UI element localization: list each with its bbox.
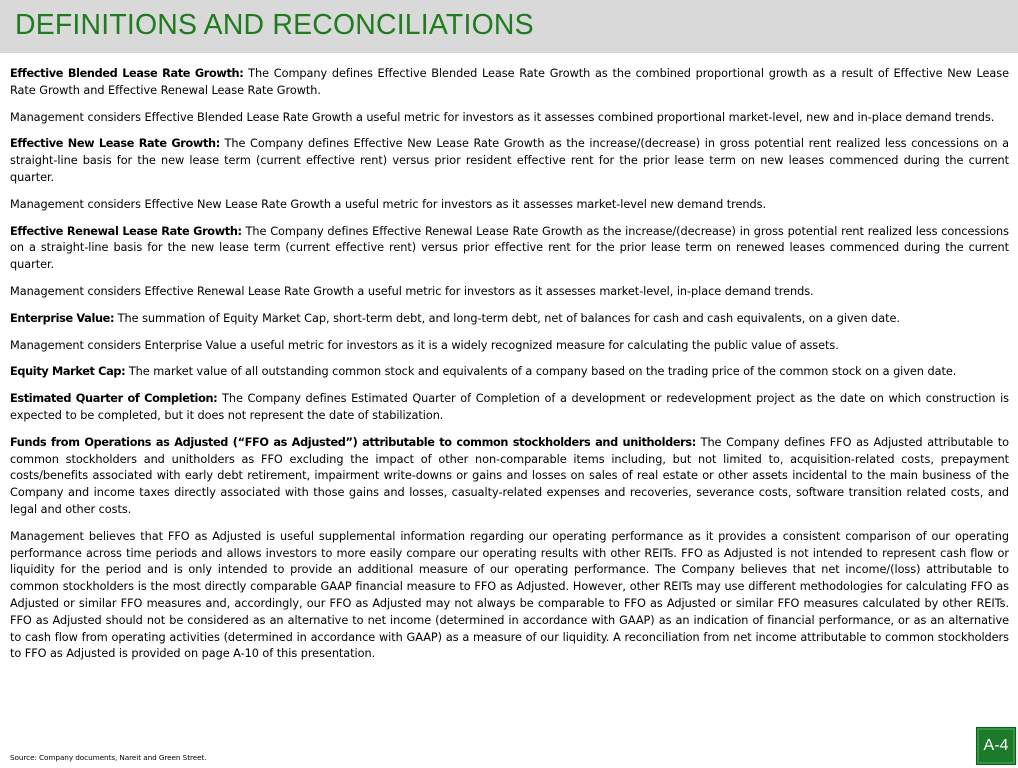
definition-text: Management considers Effective New Lease Rate Growth a useful metric for investors as it assesses market-level new demand trends. [10,197,767,211]
definition-text: The market value of all outstanding common stock and equivalents of a company based on the trading price of the common stock on a given date. [125,365,957,379]
definition-paragraph [10,311,1009,328]
page-number-badge: A-4 [976,727,1016,765]
page-title: DEFINITIONS AND RECONCILIATIONS [15,9,534,41]
definition-paragraph [10,435,1009,519]
definition-term: Effective Blended Lease Rate Growth: [10,67,244,80]
definition-paragraph [10,284,1009,301]
definition-text: Management believes that FFO as Adjusted is useful supplemental information regarding our operating performance as it provides a consistent comparison of our operating performance across time periods and allows investors to more easily compare our operating results with other REITs. FFO as Adjusted is not intended to represent cash flow or liquidity for the period and is only intended to provide an additional measure of our operating performance. The Company believes that net income/(loss) attributable to common stockholders is the most directly comparable GAAP financial measure to FFO as Adjusted. However, other REITs may use different methodologies for calculating FFO as Adjusted or similar FFO measures and, accordingly, our FFO as Adjusted may not always be comparable to FFO as Adjusted or similar FFO measures calculated by other REITs. FFO as Adjusted should not be considered as an alternative to net income (determined in accordance with GAAP) as an indication of financial performance, or as an alternative to cash flow from operating activities (determined in accordance with GAAP) as a measure of our liquidity. A reconciliation from net income attributable to common stockholders to FFO as Adjusted is provided on page A-10 of this presentation. [10,529,1009,661]
definition-text: Management considers Effective Blended Lease Rate Growth a useful metric for investors as it assesses combined proportional market-level, new and in-place demand trends. [10,110,995,124]
definition-paragraph [10,110,1009,127]
header-bar [0,0,1018,53]
definition-text: Management considers Effective Renewal Lease Rate Growth a useful metric for investors as it assesses market-level, in-place demand trends. [10,284,814,298]
definition-paragraph [10,66,1009,100]
definition-paragraph [10,224,1009,274]
definition-term: Enterprise Value: [10,311,115,325]
definition-text: The Company defines Effective Renewal Lease Rate Growth as the increase/(decrease) in gross potential rent realized less concessions on a straight-line basis for the new lease term (current effective rent) versus prior effective rent for the prior lease term on renewed leases commenced during the current quarter. [10,224,1009,272]
definition-text: The Company defines Effective Blended Lease Rate Growth as the combined proportional growth as a result of Effective New Lease Rate Growth and Effective Renewal Lease Rate Growth. [10,67,1009,97]
definition-text: Management considers Enterprise Value a useful metric for investors as it is a widely recognized measure for calculating the public value of assets. [10,338,839,352]
definitions-body [10,66,1009,673]
definition-paragraph [10,364,1009,381]
definition-term: Effective New Lease Rate Growth: [10,137,220,151]
definition-text: The summation of Equity Market Cap, short-term debt, and long-term debt, net of balances for cash and cash equivalents, on a given date. [114,311,900,325]
definition-paragraph [10,338,1009,355]
definition-paragraph [10,197,1009,214]
definition-paragraph [10,136,1009,186]
definition-text: The Company defines Estimated Quarter of Completion of a development or redevelopment project as the date on which construction is expected to be completed, but it does not represent the date of stabilization. [10,392,1010,422]
source-note: Source: Company documents, Nareit and Green Street. [10,753,207,762]
definition-term: Equity Market Cap: [10,365,126,379]
definition-paragraph [10,529,1009,663]
definition-paragraph [10,391,1009,425]
definition-term: Estimated Quarter of Completion: [10,392,218,406]
definition-term: Funds from Operations as Adjusted (“FFO as Adjusted”) attributable to common stockholders and unitholders: [10,435,696,449]
definition-text: The Company defines Effective New Lease Rate Growth as the increase/(decrease) in gross potential rent realized less concessions on a straight-line basis for the new lease term (current effective rent) versus prior resident effective rent for the prior lease term on new leases commenced during the current quarter. [10,137,1009,184]
definition-text: The Company defines FFO as Adjusted attributable to common stockholders and unitholders as FFO excluding the impact of other non-comparable items including, but not limited to, acquisition-related costs, prepayment costs/benefits associated with early debt retirement, impairment write-downs or gains and losses on sales of real estate or other assets incidental to the main business of the Company and income taxes directly associated with those gains and losses, casualty-related expenses and recoveries, severance costs, software transition related costs, and legal and other costs. [10,435,1010,516]
definition-term: Effective Renewal Lease Rate Growth: [10,224,242,238]
